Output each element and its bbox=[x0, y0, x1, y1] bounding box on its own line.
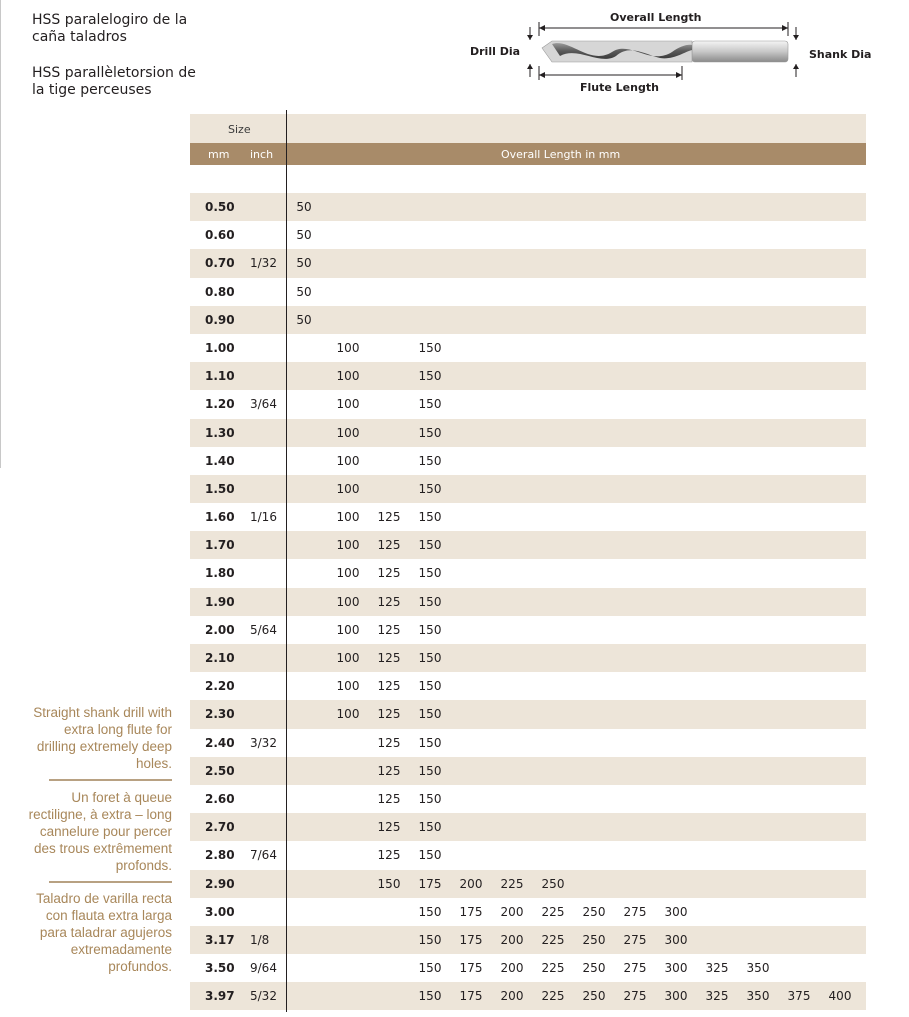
size-mm-cell: 2.20 bbox=[205, 679, 235, 694]
overall-length-cell: 225 bbox=[541, 932, 565, 947]
overall-length-cell: 150 bbox=[418, 340, 442, 355]
size-mm-cell: 0.50 bbox=[205, 200, 235, 214]
size-mm-cell: 0.80 bbox=[205, 284, 235, 299]
overall-length-cell: 125 bbox=[377, 848, 401, 863]
table-row bbox=[190, 362, 866, 390]
note-english: Straight shank drill with extra long flute for drilling extremely deep holes. bbox=[33, 705, 172, 771]
flute-length-label: Flute Length bbox=[580, 81, 659, 94]
size-mm-cell: 2.00 bbox=[205, 622, 235, 637]
size-mm-cell: 2.70 bbox=[205, 820, 235, 835]
table-row bbox=[190, 193, 866, 221]
overall-length-cell: 150 bbox=[377, 876, 401, 891]
overall-length-cell: 275 bbox=[623, 932, 647, 947]
size-inch-cell: 5/64 bbox=[250, 622, 277, 637]
note-divider bbox=[49, 779, 172, 781]
size-mm-cell: 1.10 bbox=[205, 369, 235, 384]
size-mm-cell: 1.60 bbox=[205, 510, 235, 525]
overall-length-cell: 125 bbox=[377, 679, 401, 694]
table-row bbox=[190, 982, 866, 1010]
overall-length-cell: 100 bbox=[336, 538, 360, 553]
overall-length-cell: 250 bbox=[582, 932, 606, 947]
overall-length-cell: 275 bbox=[623, 904, 647, 919]
table-row bbox=[190, 785, 866, 813]
size-mm-cell: 1.70 bbox=[205, 538, 235, 553]
overall-length-cell: 175 bbox=[459, 989, 483, 1004]
inch-column-header: inch bbox=[250, 148, 274, 161]
table-row bbox=[190, 644, 866, 672]
overall-length-cell: 175 bbox=[418, 876, 442, 891]
overall-length-cell: 275 bbox=[623, 961, 647, 976]
table-row bbox=[190, 954, 866, 982]
overall-length-cell: 150 bbox=[418, 735, 442, 750]
size-header: Size bbox=[228, 123, 251, 136]
overall-length-cell: 150 bbox=[418, 566, 442, 581]
table-row bbox=[190, 306, 866, 334]
table-row bbox=[190, 700, 866, 728]
overall-length-cell: 250 bbox=[582, 904, 606, 919]
overall-length-cell: 100 bbox=[336, 481, 360, 496]
overall-length-cell: 175 bbox=[459, 904, 483, 919]
table-row bbox=[190, 531, 866, 559]
overall-length-cell: 225 bbox=[541, 989, 565, 1004]
overall-length-cell: 150 bbox=[418, 538, 442, 553]
overall-length-cell: 100 bbox=[336, 679, 360, 694]
overall-length-cell: 200 bbox=[500, 904, 524, 919]
size-inch-cell: 3/64 bbox=[250, 397, 277, 412]
overall-length-cell: 50 bbox=[296, 312, 312, 327]
table-row bbox=[190, 221, 866, 249]
overall-length-cell: 150 bbox=[418, 481, 442, 496]
overall-length-cell: 125 bbox=[377, 707, 401, 722]
size-mm-cell: 2.40 bbox=[205, 735, 235, 750]
overall-length-cell: 325 bbox=[705, 989, 729, 1004]
description-notes bbox=[28, 704, 172, 975]
size-mm-cell: 1.40 bbox=[205, 453, 235, 468]
note-divider bbox=[49, 881, 172, 883]
overall-length-cell: 100 bbox=[336, 651, 360, 665]
overall-length-cell: 150 bbox=[418, 397, 442, 412]
overall-length-cell: 300 bbox=[664, 961, 688, 976]
table-row bbox=[190, 475, 866, 503]
size-inch-cell: 3/32 bbox=[250, 735, 277, 750]
size-mm-cell: 2.90 bbox=[205, 876, 235, 891]
size-mm-cell: 2.10 bbox=[205, 651, 235, 665]
left-margin-rule bbox=[0, 0, 1, 468]
overall-length-cell: 150 bbox=[418, 651, 442, 665]
overall-length-cell: 125 bbox=[377, 791, 401, 806]
overall-length-cell: 125 bbox=[377, 651, 401, 665]
size-mm-cell: 1.80 bbox=[205, 566, 235, 581]
size-mm-cell: 3.97 bbox=[205, 989, 235, 1004]
overall-length-cell: 150 bbox=[418, 904, 442, 919]
overall-length-cell: 300 bbox=[664, 932, 688, 947]
overall-length-cell: 50 bbox=[296, 200, 312, 214]
overall-length-cell: 100 bbox=[336, 453, 360, 468]
overall-length-cell: 125 bbox=[377, 594, 401, 609]
size-header-row bbox=[190, 114, 866, 143]
table-row bbox=[190, 729, 866, 757]
overall-length-cell: 125 bbox=[377, 622, 401, 637]
table-row bbox=[190, 813, 866, 841]
overall-length-cell: 100 bbox=[336, 369, 360, 384]
size-inch-cell: 7/64 bbox=[250, 848, 277, 863]
size-mm-cell: 3.17 bbox=[205, 932, 235, 947]
table-row bbox=[190, 757, 866, 785]
overall-length-cell: 100 bbox=[336, 425, 360, 440]
note-french: Un foret à queue rectiligne, à extra – long cannelure pour percer des trous extrêmement profonds. bbox=[28, 790, 172, 873]
overall-length-cell: 150 bbox=[418, 961, 442, 976]
overall-length-cell: 200 bbox=[459, 876, 483, 891]
size-mm-cell: 1.20 bbox=[205, 397, 235, 412]
column-divider bbox=[286, 110, 287, 1012]
overall-length-cell: 150 bbox=[418, 453, 442, 468]
overall-length-cell: 300 bbox=[664, 904, 688, 919]
overall-length-cell: 150 bbox=[418, 763, 442, 778]
overall-length-cell: 175 bbox=[459, 932, 483, 947]
overall-length-cell: 200 bbox=[500, 932, 524, 947]
table-row bbox=[190, 249, 866, 277]
overall-length-cell: 200 bbox=[500, 961, 524, 976]
table-row bbox=[190, 447, 866, 475]
table-row bbox=[190, 503, 866, 531]
table-row bbox=[190, 841, 866, 869]
overall-length-cell: 100 bbox=[336, 340, 360, 355]
overall-length-cell: 225 bbox=[541, 961, 565, 976]
overall-length-cell: 325 bbox=[705, 961, 729, 976]
overall-length-cell: 200 bbox=[500, 989, 524, 1004]
title-spanish: HSS paralelogiro de la caña taladros bbox=[32, 12, 188, 45]
overall-length-cell: 250 bbox=[582, 961, 606, 976]
table-row bbox=[190, 898, 866, 926]
table-body bbox=[190, 193, 866, 1010]
size-mm-cell: 3.00 bbox=[205, 904, 235, 919]
overall-length-cell: 125 bbox=[377, 820, 401, 835]
title-french: HSS parallèletorsion de la tige perceuses bbox=[32, 65, 196, 98]
table-row bbox=[190, 870, 866, 898]
table-row bbox=[190, 419, 866, 447]
size-mm-cell: 2.30 bbox=[205, 707, 235, 722]
size-inch-cell: 1/16 bbox=[250, 510, 277, 525]
overall-length-cell: 175 bbox=[459, 961, 483, 976]
overall-length-cell: 50 bbox=[296, 256, 312, 271]
note-spanish: Taladro de varilla recta con flauta extra larga para taladrar agujeros extremadamente profundos. bbox=[36, 891, 172, 974]
overall-length-cell: 375 bbox=[787, 989, 811, 1004]
overall-length-cell: 250 bbox=[582, 989, 606, 1004]
table-row bbox=[190, 559, 866, 587]
overall-length-cell: 400 bbox=[828, 989, 852, 1004]
overall-length-cell: 225 bbox=[541, 904, 565, 919]
size-inch-cell: 5/32 bbox=[250, 989, 277, 1004]
overall-length-cell: 300 bbox=[664, 989, 688, 1004]
size-mm-cell: 2.50 bbox=[205, 763, 235, 778]
table-row bbox=[190, 334, 866, 362]
overall-length-cell: 350 bbox=[746, 961, 770, 976]
size-mm-cell: 1.90 bbox=[205, 594, 235, 609]
overall-length-cell: 150 bbox=[418, 369, 442, 384]
table-row bbox=[190, 926, 866, 954]
overall-length-cell: 150 bbox=[418, 594, 442, 609]
table-row bbox=[190, 390, 866, 418]
drill-size-table bbox=[190, 114, 866, 1010]
overall-length-cell: 125 bbox=[377, 735, 401, 750]
size-inch-cell: 9/64 bbox=[250, 961, 277, 976]
table-row bbox=[190, 616, 866, 644]
size-inch-cell: 1/8 bbox=[250, 932, 270, 947]
overall-length-cell: 100 bbox=[336, 707, 360, 722]
overall-length-cell: 225 bbox=[500, 876, 524, 891]
table-row bbox=[190, 278, 866, 306]
overall-length-cell: 150 bbox=[418, 820, 442, 835]
spacer-row bbox=[190, 165, 866, 193]
overall-length-cell: 125 bbox=[377, 510, 401, 525]
size-inch-cell: 1/32 bbox=[250, 256, 277, 271]
overall-length-label: Overall Length bbox=[610, 11, 702, 24]
size-mm-cell: 1.50 bbox=[205, 481, 235, 496]
column-header-row bbox=[190, 143, 866, 165]
overall-length-cell: 125 bbox=[377, 763, 401, 778]
overall-length-cell: 250 bbox=[541, 876, 565, 891]
overall-length-cell: 100 bbox=[336, 594, 360, 609]
overall-length-cell: 275 bbox=[623, 989, 647, 1004]
drill-diagram bbox=[460, 0, 909, 105]
overall-length-cell: 100 bbox=[336, 510, 360, 525]
size-mm-cell: 1.00 bbox=[205, 340, 235, 355]
overall-length-cell: 100 bbox=[336, 397, 360, 412]
overall-length-cell: 150 bbox=[418, 989, 442, 1004]
overall-length-cell: 150 bbox=[418, 932, 442, 947]
size-mm-cell: 1.30 bbox=[205, 425, 235, 440]
size-mm-cell: 0.70 bbox=[205, 256, 235, 271]
size-mm-cell: 0.60 bbox=[205, 228, 235, 243]
overall-length-cell: 150 bbox=[418, 622, 442, 637]
overall-length-cell: 350 bbox=[746, 989, 770, 1004]
shank-dia-label: Shank Dia bbox=[809, 48, 872, 61]
overall-length-cell: 150 bbox=[418, 510, 442, 525]
size-mm-cell: 3.50 bbox=[205, 961, 235, 976]
overall-length-cell: 100 bbox=[336, 566, 360, 581]
overall-length-cell: 100 bbox=[336, 622, 360, 637]
title-block bbox=[32, 12, 202, 99]
overall-length-cell: 150 bbox=[418, 791, 442, 806]
size-mm-cell: 0.90 bbox=[205, 312, 235, 327]
mm-column-header: mm bbox=[208, 148, 230, 161]
size-mm-cell: 2.60 bbox=[205, 791, 235, 806]
overall-length-cell: 150 bbox=[418, 425, 442, 440]
overall-length-cell: 50 bbox=[296, 228, 312, 243]
overall-length-cell: 150 bbox=[418, 848, 442, 863]
overall-length-cell: 50 bbox=[296, 284, 312, 299]
table-row bbox=[190, 588, 866, 616]
size-mm-cell: 2.80 bbox=[205, 848, 235, 863]
overall-length-cell: 125 bbox=[377, 566, 401, 581]
drill-dia-label: Drill Dia bbox=[470, 45, 521, 58]
overall-length-cell: 150 bbox=[418, 679, 442, 694]
overall-length-column-header: Overall Length in mm bbox=[501, 148, 621, 161]
overall-length-cell: 125 bbox=[377, 538, 401, 553]
overall-length-cell: 150 bbox=[418, 707, 442, 722]
table-row bbox=[190, 672, 866, 700]
